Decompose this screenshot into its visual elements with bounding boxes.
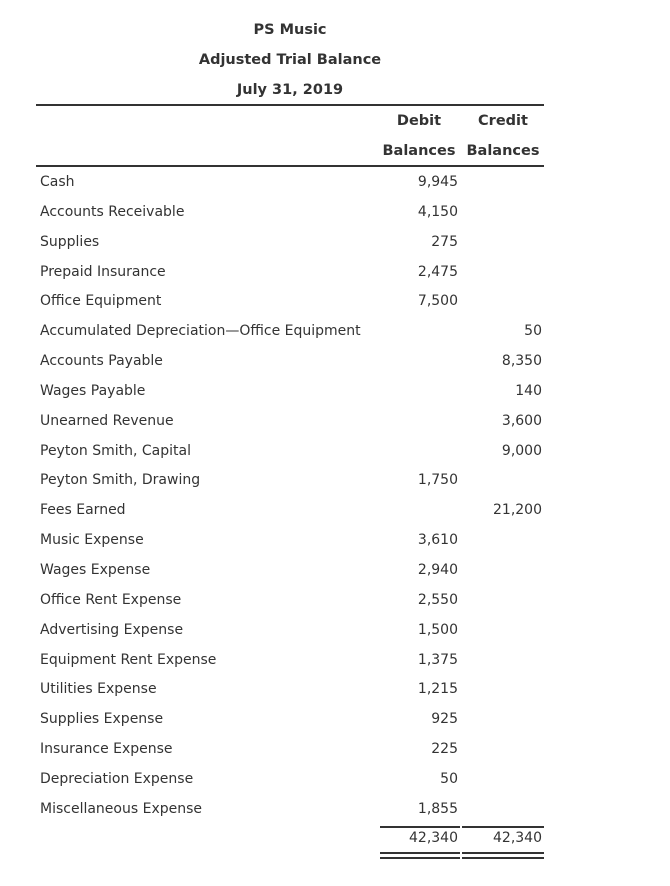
column-header-rule bbox=[36, 165, 544, 167]
table-row bbox=[0, 198, 670, 228]
account-name: Miscellaneous Expense bbox=[40, 800, 203, 817]
table-row bbox=[0, 646, 670, 676]
account-name: Peyton Smith, Drawing bbox=[40, 472, 201, 489]
debit-amount: 275 bbox=[431, 233, 458, 250]
table-row bbox=[0, 616, 670, 646]
account-name: Insurance Expense bbox=[40, 741, 173, 758]
credit-amount: 140 bbox=[515, 382, 542, 399]
debit-column-header-line2: Balances bbox=[382, 143, 456, 159]
credit-amount: 8,350 bbox=[501, 353, 542, 370]
account-name: Music Expense bbox=[40, 532, 144, 549]
debit-amount: 1,375 bbox=[417, 651, 458, 668]
debit-double-rule-upper bbox=[380, 852, 460, 854]
table-row bbox=[0, 735, 670, 765]
report-date: July 31, 2019 bbox=[236, 82, 344, 98]
account-name: Supplies Expense bbox=[40, 711, 164, 728]
credit-amount: 21,200 bbox=[493, 502, 542, 519]
debit-column-header-line1: Debit bbox=[396, 113, 442, 129]
account-name: Accumulated Depreciation—Office Equipment bbox=[40, 323, 361, 340]
credit-amount: 3,600 bbox=[501, 412, 542, 429]
account-name: Utilities Expense bbox=[40, 681, 157, 698]
account-name: Cash bbox=[40, 174, 75, 190]
debit-total-rule bbox=[380, 826, 460, 828]
account-name: Fees Earned bbox=[40, 502, 126, 519]
debit-amount: 925 bbox=[431, 711, 458, 728]
table-row bbox=[0, 586, 670, 616]
debit-amount: 225 bbox=[431, 741, 458, 758]
table-row bbox=[0, 795, 670, 825]
table-row bbox=[0, 496, 670, 526]
debit-total: 42,340 bbox=[409, 830, 458, 846]
debit-amount: 7,500 bbox=[417, 293, 458, 310]
debit-amount: 2,940 bbox=[417, 561, 458, 578]
account-name: Wages Expense bbox=[40, 561, 151, 578]
account-name: Office Rent Expense bbox=[40, 591, 182, 608]
credit-total: 42,340 bbox=[493, 830, 542, 846]
debit-amount: 50 bbox=[440, 770, 458, 787]
debit-amount: 4,150 bbox=[417, 203, 458, 220]
table-row bbox=[0, 347, 670, 377]
account-name: Accounts Payable bbox=[40, 353, 163, 370]
debit-amount: 2,550 bbox=[417, 591, 458, 608]
table-row bbox=[0, 228, 670, 258]
trial-balance-rows bbox=[0, 168, 670, 825]
debit-amount: 3,610 bbox=[417, 532, 458, 549]
table-row bbox=[0, 377, 670, 407]
credit-total-rule bbox=[462, 826, 544, 828]
account-name: Prepaid Insurance bbox=[40, 263, 166, 280]
table-row bbox=[0, 556, 670, 586]
table-row bbox=[0, 168, 670, 198]
account-name: Equipment Rent Expense bbox=[40, 651, 217, 668]
table-row bbox=[0, 317, 670, 347]
credit-column-header-line2: Balances bbox=[466, 143, 540, 159]
table-row bbox=[0, 407, 670, 437]
account-name: Depreciation Expense bbox=[40, 770, 194, 787]
account-name: Unearned Revenue bbox=[40, 412, 174, 429]
credit-amount: 9,000 bbox=[501, 442, 542, 459]
table-row bbox=[0, 675, 670, 705]
debit-amount: 9,945 bbox=[417, 174, 458, 190]
table-row bbox=[0, 287, 670, 317]
table-row bbox=[0, 765, 670, 795]
account-name: Advertising Expense bbox=[40, 621, 184, 638]
credit-double-rule-lower bbox=[462, 857, 544, 859]
account-name: Peyton Smith, Capital bbox=[40, 442, 191, 459]
table-row bbox=[0, 526, 670, 556]
credit-double-rule-upper bbox=[462, 852, 544, 854]
table-row bbox=[0, 466, 670, 496]
debit-amount: 1,215 bbox=[417, 681, 458, 698]
table-row bbox=[0, 258, 670, 288]
table-row bbox=[0, 705, 670, 735]
debit-amount: 1,750 bbox=[417, 472, 458, 489]
company-name: PS Music bbox=[253, 22, 327, 38]
debit-amount: 1,500 bbox=[417, 621, 458, 638]
account-name: Office Equipment bbox=[40, 293, 162, 310]
credit-column-header-line1: Credit bbox=[478, 113, 528, 129]
account-name: Supplies bbox=[40, 233, 100, 250]
debit-double-rule-lower bbox=[380, 857, 460, 859]
header-top-rule bbox=[36, 104, 544, 106]
debit-amount: 1,855 bbox=[417, 800, 458, 817]
debit-amount: 2,475 bbox=[417, 263, 458, 280]
report-title: Adjusted Trial Balance bbox=[198, 52, 382, 68]
account-name: Accounts Receivable bbox=[40, 203, 185, 220]
table-row bbox=[0, 437, 670, 467]
credit-amount: 50 bbox=[524, 323, 542, 340]
account-name: Wages Payable bbox=[40, 382, 146, 399]
